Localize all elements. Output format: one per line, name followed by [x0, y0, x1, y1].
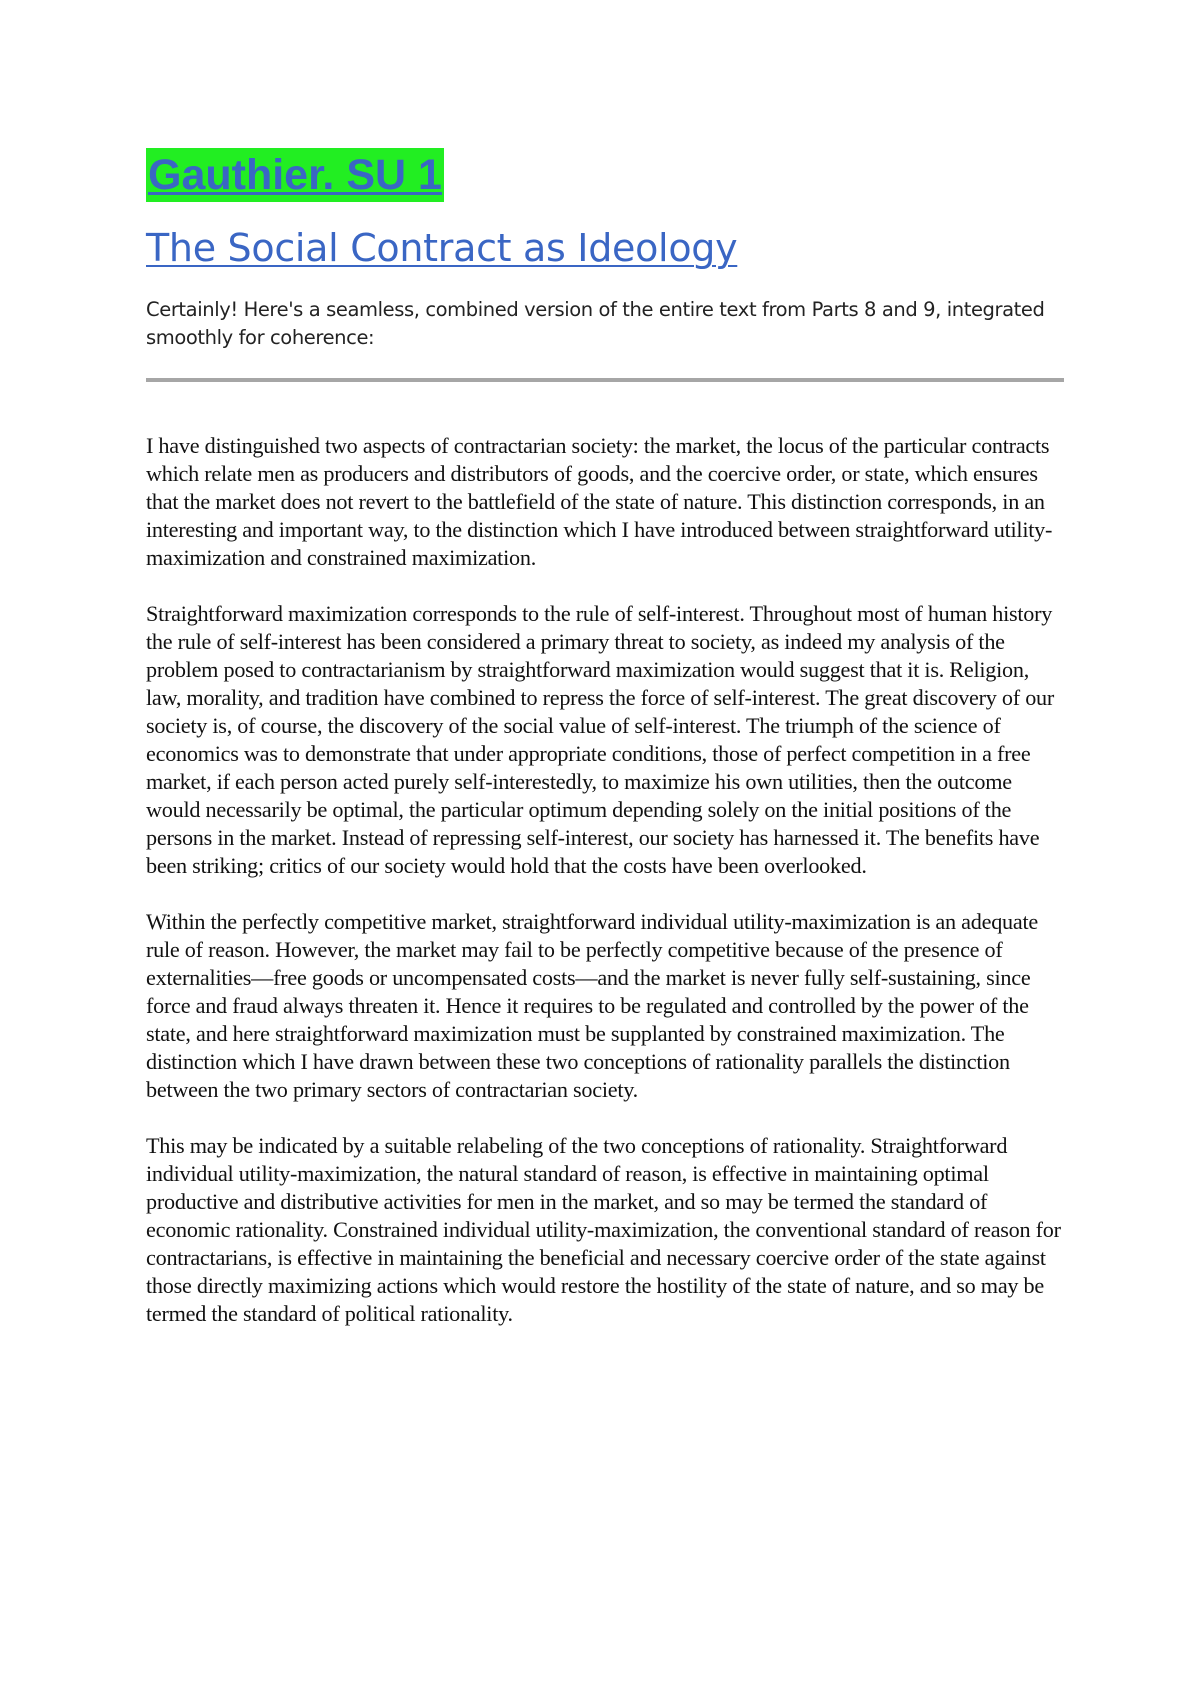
intro-text: Certainly! Here's a seamless, combined version of the entire text from Parts 8 and 9, integrated smoothly for coherence: [146, 298, 1045, 349]
document-page [146, 148, 1064, 1356]
document-subtitle[interactable]: The Social Contract as Ideology [146, 226, 738, 270]
paragraph-1: I have distinguished two aspects of contractarian society: the market, the locus of the particular contracts which relate men as producers and distributors of goods, and the coercive order, or state, which ensures that the market does not revert to the battlefield of the state of nature. This distinction corresponds, in an interesting and important way, to the distinction which I have introduced between straightforward utility-maximization and constrained maximization. [146, 433, 1053, 570]
paragraph-2: Straightforward maximization corresponds to the rule of self-interest. Throughout most of human history the rule of self-interest has been considered a primary threat to society, as indeed my analysis of the problem posed to contractarianism by straightforward maximization would suggest that it is. Religion, law, morality, and tradition have combined to repress the force of self-interest. The great discovery of our society is, of course, the discovery of the social value of self-interest. The triumph of the science of economics was to demonstrate that under appropriate conditions, those of perfect competition in a free market, if each person acted purely self-interestedly, to maximize his own utilities, then the outcome would necessarily be optimal, the particular optimum depending solely on the initial positions of the persons in the market. Instead of repressing self-interest, our society has harnessed it. The benefits have been striking; critics of our society would hold that the costs have been overlooked. [146, 601, 1055, 878]
horizontal-divider [146, 378, 1064, 382]
paragraph-4: This may be indicated by a suitable relabeling of the two conceptions of rationality. Straightforward individual utility-maximization, the natural standard of reason, is effective in maintaining optimal productive and distributive activities for men in the market, and so may be termed the standard of economic rationality. Constrained individual utility-maximization, the conventional standard of reason for contractarians, is effective in maintaining the beneficial and necessary coercive order of the state against those directly maximizing actions which would restore the hostility of the state of nature, and so may be termed the standard of political rationality. [146, 1133, 1061, 1326]
document-title[interactable]: Gauthier. SU 1 [146, 148, 444, 202]
body-text [146, 432, 1064, 1328]
paragraph-3: Within the perfectly competitive market, straightforward individual utility-maximization is an adequate rule of reason. However, the market may fail to be perfectly competitive because of the presence of externalities—free goods or uncompensated costs—and the market is never fully self-sustaining, since force and fraud always threaten it. Hence it requires to be regulated and controlled by the power of the state, and here straightforward maximization must be supplanted by constrained maximization. The distinction which I have drawn between these two conceptions of rationality parallels the distinction between the two primary sectors of contractarian society. [146, 909, 1039, 1102]
